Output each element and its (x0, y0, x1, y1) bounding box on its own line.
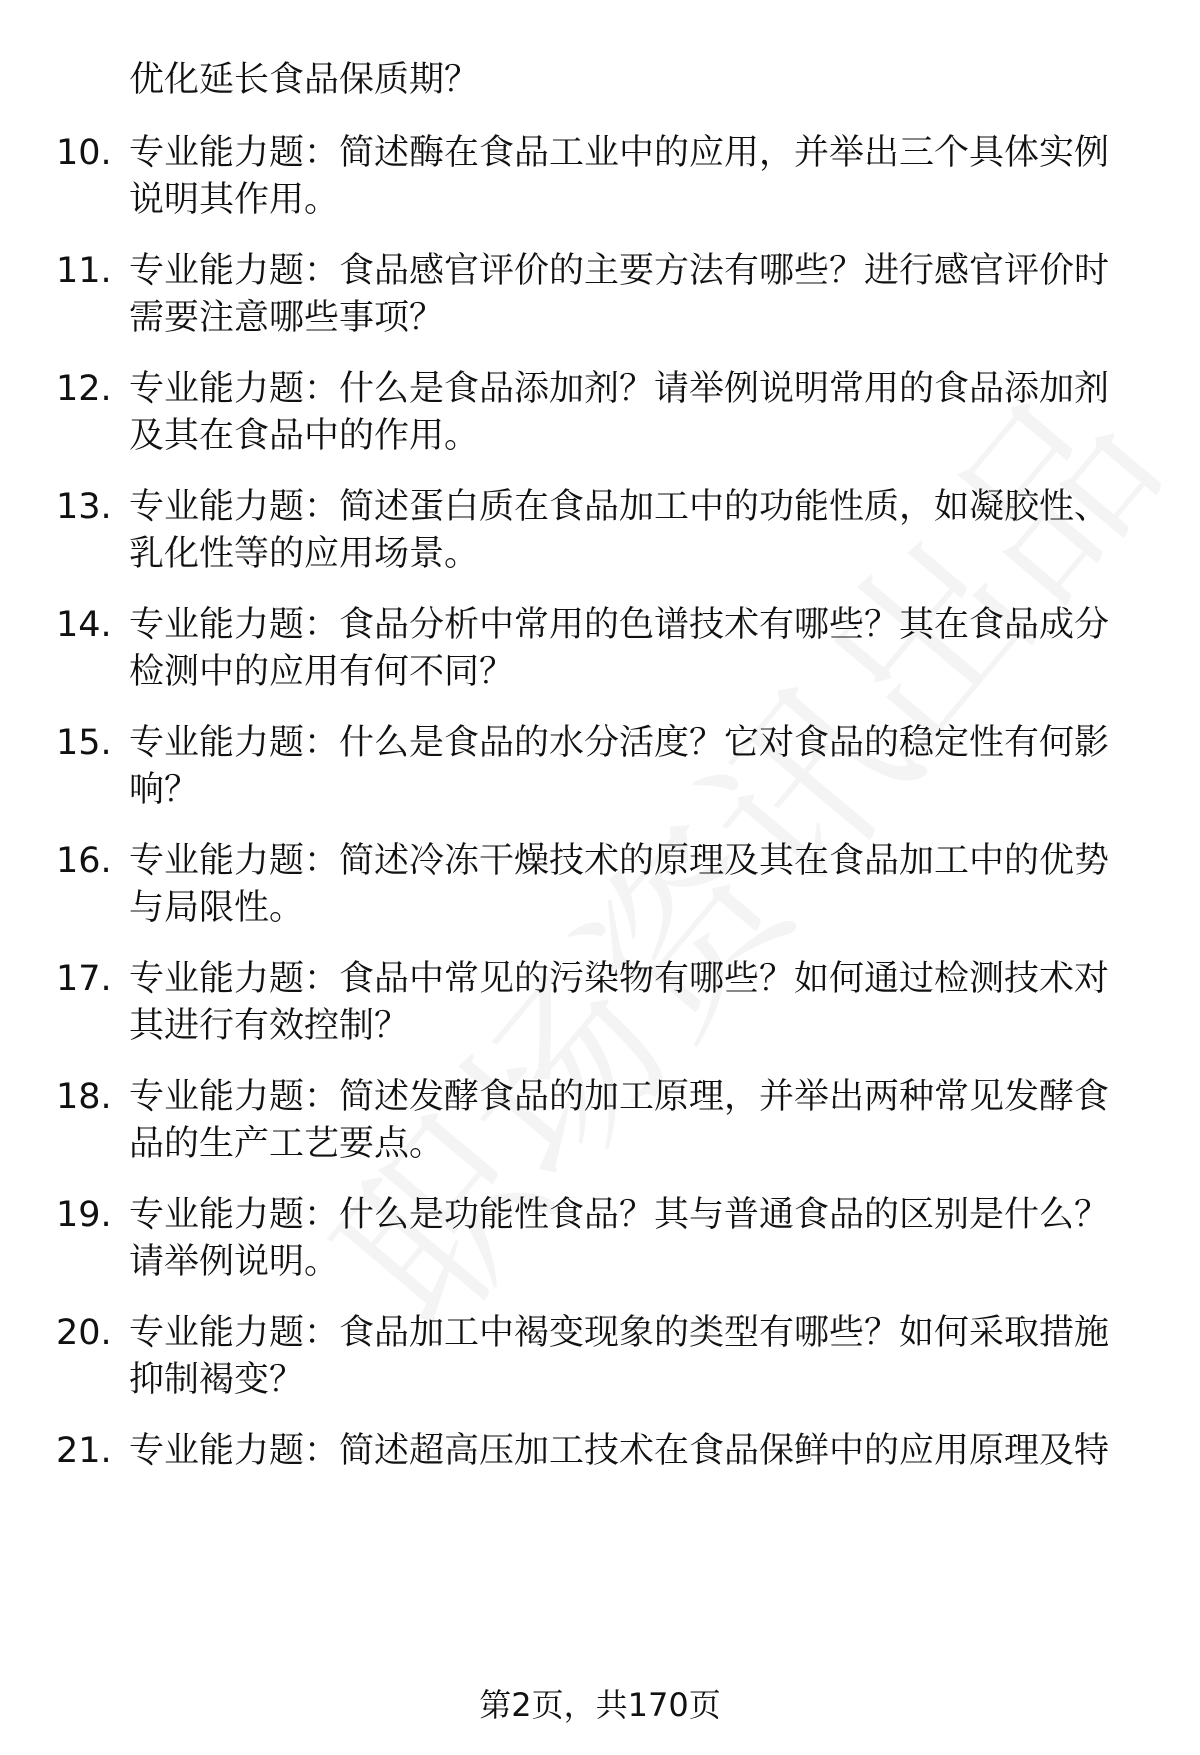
question-text-line: 说明其作用。 (129, 180, 340, 220)
question-text-line: 专业能力题：简述蛋白质在食品加工中的功能性质，如凝胶性、 (129, 487, 1110, 527)
question-item (0, 483, 1200, 583)
question-item (0, 1427, 1200, 1527)
question-text-line: 乳化性等的应用场景。 (129, 534, 480, 574)
question-number: 21. (56, 1431, 112, 1471)
question-number: 11. (56, 251, 112, 291)
question-item (0, 247, 1200, 347)
question-text-line: 及其在食品中的作用。 (129, 416, 480, 456)
question-text-line: 请举例说明。 (129, 1242, 340, 1282)
question-text-line: 其进行有效控制？ (129, 1006, 410, 1046)
question-item (0, 1191, 1200, 1291)
question-text-line: 需要注意哪些事项？ (129, 298, 445, 338)
question-text-line: 响？ (129, 770, 200, 810)
question-item (0, 129, 1200, 229)
question-text-line: 专业能力题：简述发酵食品的加工原理，并举出两种常见发酵食 (129, 1077, 1110, 1117)
question-item (0, 1309, 1200, 1409)
question-text-line: 专业能力题：什么是食品添加剂？请举例说明常用的食品添加剂 (129, 369, 1110, 409)
question-text-line: 专业能力题：简述冷冻干燥技术的原理及其在食品加工中的优势 (129, 841, 1110, 881)
question-text-line: 专业能力题：食品中常见的污染物有哪些？如何通过检测技术对 (129, 959, 1110, 999)
question-number: 20. (56, 1313, 112, 1353)
question-number: 15. (56, 723, 112, 763)
continuation-text: 优化延长食品保质期？ (129, 60, 480, 100)
question-item (0, 365, 1200, 465)
question-number: 17. (56, 959, 112, 999)
question-text-line: 专业能力题：什么是功能性食品？其与普通食品的区别是什么？ (129, 1195, 1110, 1235)
question-text-line: 抑制褐变？ (129, 1360, 305, 1400)
question-text-line: 检测中的应用有何不同？ (129, 652, 515, 692)
question-number: 19. (56, 1195, 112, 1235)
question-item (0, 837, 1200, 937)
question-text-line: 与局限性。 (129, 888, 305, 928)
question-item (0, 601, 1200, 701)
question-number: 12. (56, 369, 112, 409)
question-text-line: 品的生产工艺要点。 (129, 1124, 445, 1164)
question-text-line: 专业能力题：食品分析中常用的色谱技术有哪些？其在食品成分 (129, 605, 1110, 645)
question-text-line: 专业能力题：简述酶在食品工业中的应用，并举出三个具体实例 (129, 133, 1110, 173)
question-number: 10. (56, 133, 112, 173)
question-number: 16. (56, 841, 112, 881)
question-text-line: 专业能力题：食品加工中褐变现象的类型有哪些？如何采取措施 (129, 1313, 1110, 1353)
page-footer: 第2页，共170页 (479, 1686, 721, 1724)
question-number: 18. (56, 1077, 112, 1117)
question-item (0, 955, 1200, 1055)
question-number: 14. (56, 605, 112, 645)
question-text-line: 专业能力题：简述超高压加工技术在食品保鲜中的应用原理及特 (129, 1431, 1110, 1471)
question-number: 13. (56, 487, 112, 527)
question-item (0, 719, 1200, 819)
question-item (0, 1073, 1200, 1173)
question-text-line: 专业能力题：食品感官评价的主要方法有哪些？进行感官评价时 (129, 251, 1110, 291)
question-text-line: 专业能力题：什么是食品的水分活度？它对食品的稳定性有何影 (129, 723, 1110, 763)
